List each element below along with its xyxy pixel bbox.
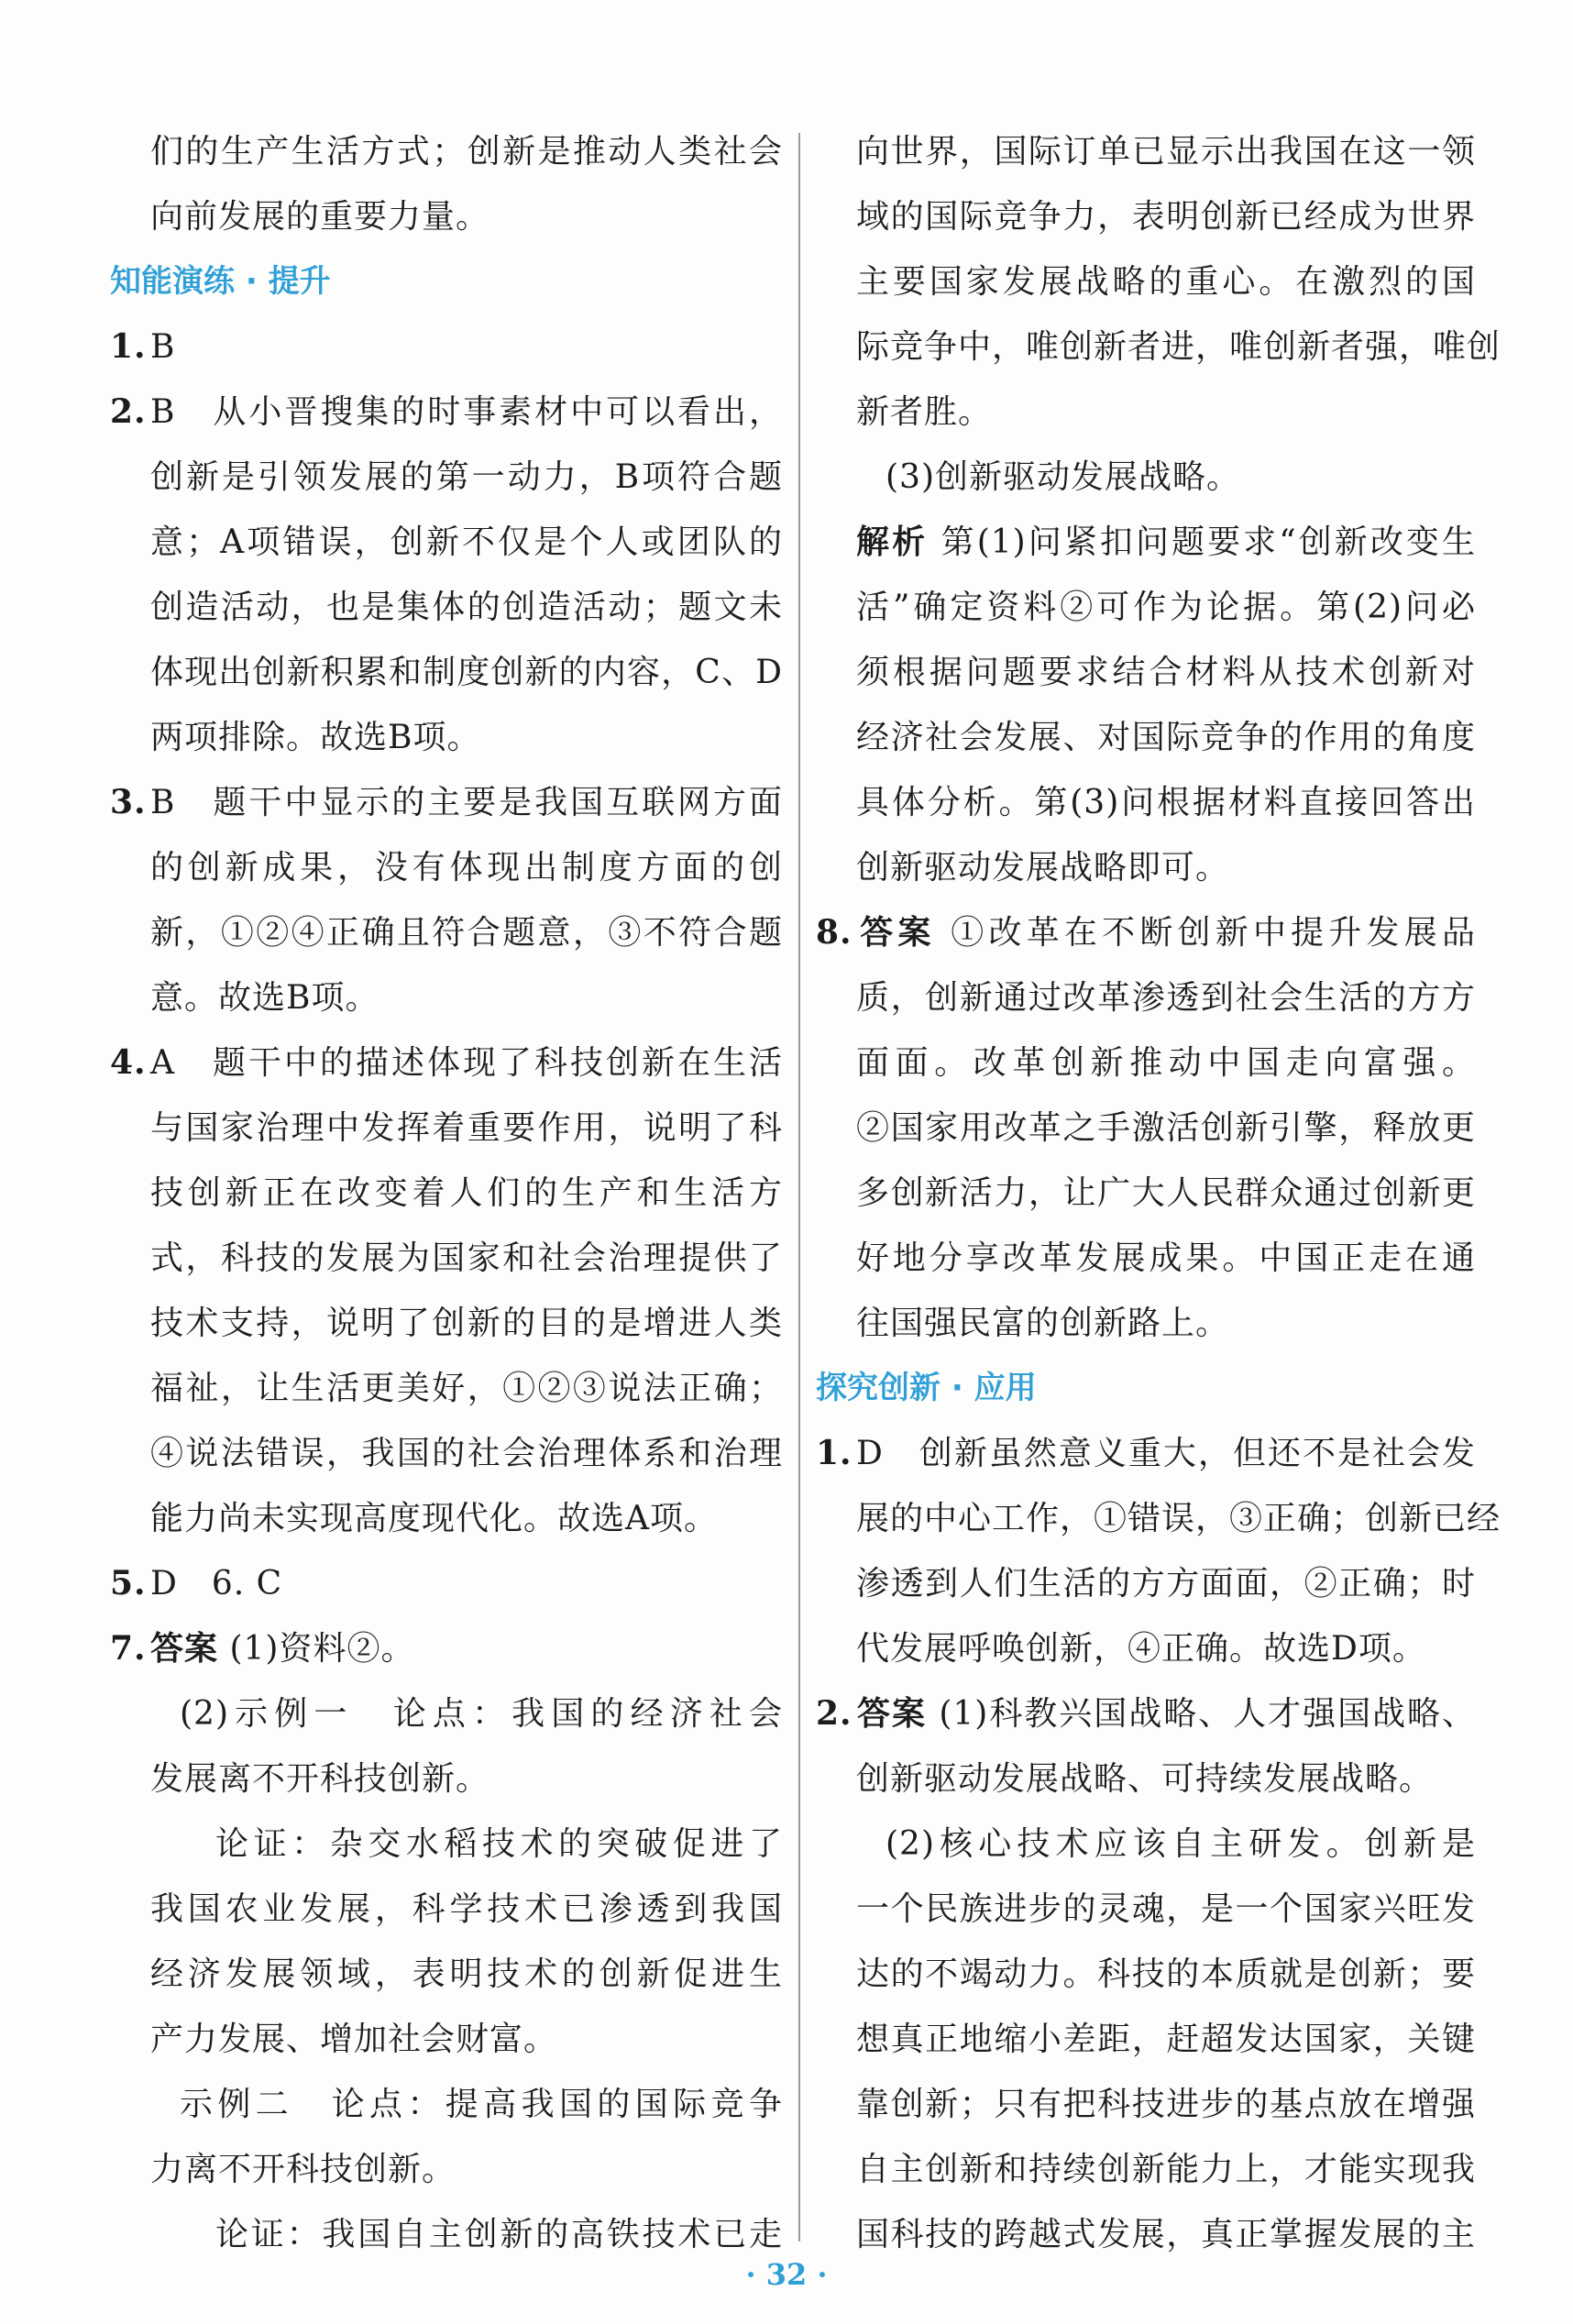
question-number: 4. [110, 1043, 147, 1082]
left-column [110, 119, 783, 2267]
text-line [110, 575, 783, 640]
line-text: B [150, 328, 176, 366]
text-line [110, 835, 783, 900]
text-line [816, 1942, 1476, 2007]
text-line [110, 770, 783, 835]
line-text: 论证：杂交水稻技术的突破促进了 [215, 1825, 783, 1863]
line-text: ④说法错误，我国的社会治理体系和治理 [150, 1435, 783, 1472]
text-line [816, 770, 1476, 835]
text-line [816, 1746, 1476, 1812]
text-line [816, 445, 1476, 510]
text-line [816, 314, 1502, 380]
line-text: 展的中心工作，①错误，③正确；创新已经 [856, 1500, 1502, 1537]
question-number: 5. [110, 1564, 147, 1603]
section-heading [110, 249, 783, 314]
line-text: 论证：我国自主创新的高铁技术已走 [215, 2216, 783, 2253]
line-text: 与国家治理中发挥着重要作用，说明了科 [150, 1109, 783, 1147]
line-text: 向世界，国际订单已显示出我国在这一领 [856, 133, 1476, 171]
line-text: 一个民族进步的灵魂，是一个国家兴旺发 [856, 1890, 1476, 1928]
text-line [110, 1356, 783, 1421]
question-number: 2. [110, 392, 147, 431]
column-divider [798, 133, 800, 2241]
line-text: 产力发展、增加社会财富。 [150, 2021, 558, 2058]
text-line [110, 380, 783, 445]
line-text: 经济社会发展、对国际竞争的作用的角度 [856, 719, 1476, 756]
text-line [110, 2072, 783, 2137]
text-line [816, 1161, 1476, 1226]
line-text: 意；A项错误，创新不仅是个人或团队的 [150, 523, 783, 561]
line-text: 技创新正在改变着人们的生产和生活方 [150, 1174, 783, 1212]
question-number: 3. [110, 783, 147, 821]
text-line [816, 705, 1476, 770]
line-text: 知能演练 · 提升 [110, 263, 331, 300]
line-text: 我国农业发展，科学技术已渗透到我国 [150, 1890, 783, 1928]
line-text: 好地分享改革发展成果。中国正走在通 [856, 1239, 1476, 1277]
page-number: · 32 · [745, 2257, 828, 2292]
line-text: 创新是引领发展的第一动力，B项符合题 [150, 458, 783, 496]
line-text: 际竞争中，唯创新者进，唯创新者强，唯创 [856, 328, 1502, 366]
line-text: 第(1)问紧扣问题要求“创新改变生 [928, 523, 1476, 561]
line-text: 质，创新通过改革渗透到社会生活的方方 [856, 979, 1476, 1017]
text-line [110, 640, 783, 705]
line-text: B 从小晋搜集的时事素材中可以看出， [150, 393, 783, 431]
line-text: D 6. C [150, 1565, 283, 1603]
text-line [110, 965, 783, 1030]
text-line [816, 2007, 1476, 2072]
text-line [110, 445, 783, 510]
text-line [816, 1226, 1476, 1291]
line-text: 技术支持，说明了创新的目的是增进人类 [150, 1305, 783, 1342]
text-line [110, 705, 783, 770]
line-text: 意。故选B项。 [150, 979, 380, 1017]
text-line [110, 1291, 783, 1356]
text-line [110, 1942, 783, 2007]
text-line [816, 640, 1476, 705]
line-text: (3)创新驱动发展战略。 [886, 458, 1240, 496]
line-text: 的创新成果，没有体现出制度方面的创 [150, 849, 783, 887]
line-text: 域的国际竞争力，表明创新已经成为世界 [856, 198, 1476, 236]
text-line [110, 314, 783, 380]
text-line [110, 1421, 783, 1486]
label-bold: 答案 [856, 914, 936, 952]
line-text: 国科技的跨越式发展，真正掌握发展的主 [856, 2216, 1476, 2253]
text-line [816, 2137, 1476, 2202]
text-line [110, 2007, 783, 2072]
text-line [816, 1421, 1476, 1486]
text-line [110, 1877, 783, 1942]
line-text: B 题干中显示的主要是我国互联网方面 [150, 784, 783, 821]
line-text: (1)资料②。 [218, 1630, 415, 1668]
text-line [110, 2137, 783, 2202]
line-text: ①改革在不断创新中提升发展品 [935, 914, 1476, 952]
label-bold: 答案 [150, 1630, 219, 1668]
line-text: 示例二 论点：提高我国的国际竞争 [180, 2086, 783, 2123]
line-text: 向前发展的重要力量。 [150, 198, 490, 236]
text-line [110, 1746, 783, 1812]
question-number: 2. [816, 1694, 852, 1733]
line-text: 创新驱动发展战略即可。 [856, 849, 1230, 887]
text-line [110, 1161, 783, 1226]
line-text: 面面。改革创新推动中国走向富强。 [856, 1044, 1476, 1082]
text-line [816, 1551, 1476, 1616]
label-bold: 解析 [856, 523, 929, 561]
line-text: 主要国家发展战略的重心。在激烈的国 [856, 263, 1476, 301]
line-text: 靠创新；只有把科技进步的基点放在增强 [856, 2086, 1476, 2123]
text-line [110, 510, 783, 575]
text-line [816, 1096, 1476, 1161]
line-text: 自主创新和持续创新能力上，才能实现我 [856, 2151, 1476, 2188]
line-text: 能力尚未实现高度现代化。故选A项。 [150, 1500, 718, 1537]
text-line [816, 900, 1476, 965]
text-line [110, 1551, 783, 1616]
text-line [110, 900, 783, 965]
question-number: 7. [110, 1629, 147, 1668]
text-line [816, 2072, 1476, 2137]
line-text: D 创新虽然意义重大，但还不是社会发 [856, 1435, 1476, 1472]
question-number: 8. [816, 913, 852, 952]
line-text: 想真正地缩小差距，赶超发达国家，关键 [856, 2021, 1476, 2058]
line-text: 活”确定资料②可作为论据。第(2)问必 [856, 589, 1476, 626]
text-line [816, 380, 1476, 445]
text-line [110, 1681, 783, 1746]
text-line [816, 1812, 1476, 1877]
text-line [816, 835, 1476, 900]
text-line [816, 965, 1476, 1030]
line-text: 多创新活力，让广大人民群众通过创新更 [856, 1174, 1476, 1212]
line-text: (2)示例一 论点：我国的经济社会 [180, 1695, 783, 1733]
text-line [110, 1030, 783, 1096]
line-text: 探究创新 · 应用 [816, 1370, 1037, 1406]
text-line [816, 1291, 1476, 1356]
line-text: 往国强民富的创新路上。 [856, 1305, 1230, 1342]
text-line [110, 119, 783, 184]
text-line [816, 575, 1476, 640]
question-number: 1. [816, 1434, 852, 1472]
text-line [816, 1616, 1476, 1681]
line-text: 须根据问题要求结合材料从技术创新对 [856, 654, 1476, 691]
text-line [816, 249, 1476, 314]
line-text: (1)科教兴国战略、人才强国战略、 [926, 1695, 1476, 1733]
right-column [816, 119, 1502, 2267]
line-text: 发展离不开科技创新。 [150, 1760, 490, 1798]
label-bold: 答案 [856, 1695, 927, 1733]
line-text: 福祉，让生活更美好，①②③说法正确； [150, 1370, 783, 1407]
line-text: 力离不开科技创新。 [150, 2151, 456, 2188]
text-line [110, 1812, 783, 1877]
text-line [110, 1486, 783, 1551]
text-line [110, 1096, 783, 1161]
line-text: 新，①②④正确且符合题意，③不符合题 [150, 914, 783, 952]
line-text: 渗透到人们生活的方方面面，②正确；时 [856, 1565, 1476, 1603]
line-text: 代发展呼唤创新，④正确。故选D项。 [856, 1630, 1426, 1668]
text-line [816, 119, 1476, 184]
line-text: 创新驱动发展战略、可持续发展战略。 [856, 1760, 1434, 1798]
text-line [816, 1681, 1476, 1746]
section-heading [816, 1356, 1476, 1421]
line-text: ②国家用改革之手激活创新引擎，释放更 [856, 1109, 1476, 1147]
line-text: 经济发展领域，表明技术的创新促进生 [150, 1955, 783, 1993]
line-text: 创造活动，也是集体的创造活动；题文未 [150, 589, 783, 626]
line-text: A 题干中的描述体现了科技创新在生活 [150, 1044, 783, 1082]
text-line [110, 1226, 783, 1291]
line-text: 达的不竭动力。科技的本质就是创新；要 [856, 1955, 1476, 1993]
line-text: 体现出创新积累和制度创新的内容，C、D [150, 654, 783, 691]
line-text: 具体分析。第(3)问根据材料直接回答出 [856, 784, 1476, 821]
question-number: 1. [110, 327, 147, 366]
line-text: 新者胜。 [856, 393, 993, 431]
text-line [110, 184, 783, 249]
text-line [816, 1877, 1476, 1942]
text-line [816, 184, 1476, 249]
text-line [816, 510, 1476, 575]
line-text: 两项排除。故选B项。 [150, 719, 481, 756]
text-line [816, 1486, 1502, 1551]
text-line [816, 1030, 1476, 1096]
line-text: 们的生产生活方式；创新是推动人类社会 [150, 133, 783, 171]
line-text: 式，科技的发展为国家和社会治理提供了 [150, 1239, 783, 1277]
text-line [110, 1616, 783, 1681]
line-text: (2)核心技术应该自主研发。创新是 [886, 1825, 1476, 1863]
